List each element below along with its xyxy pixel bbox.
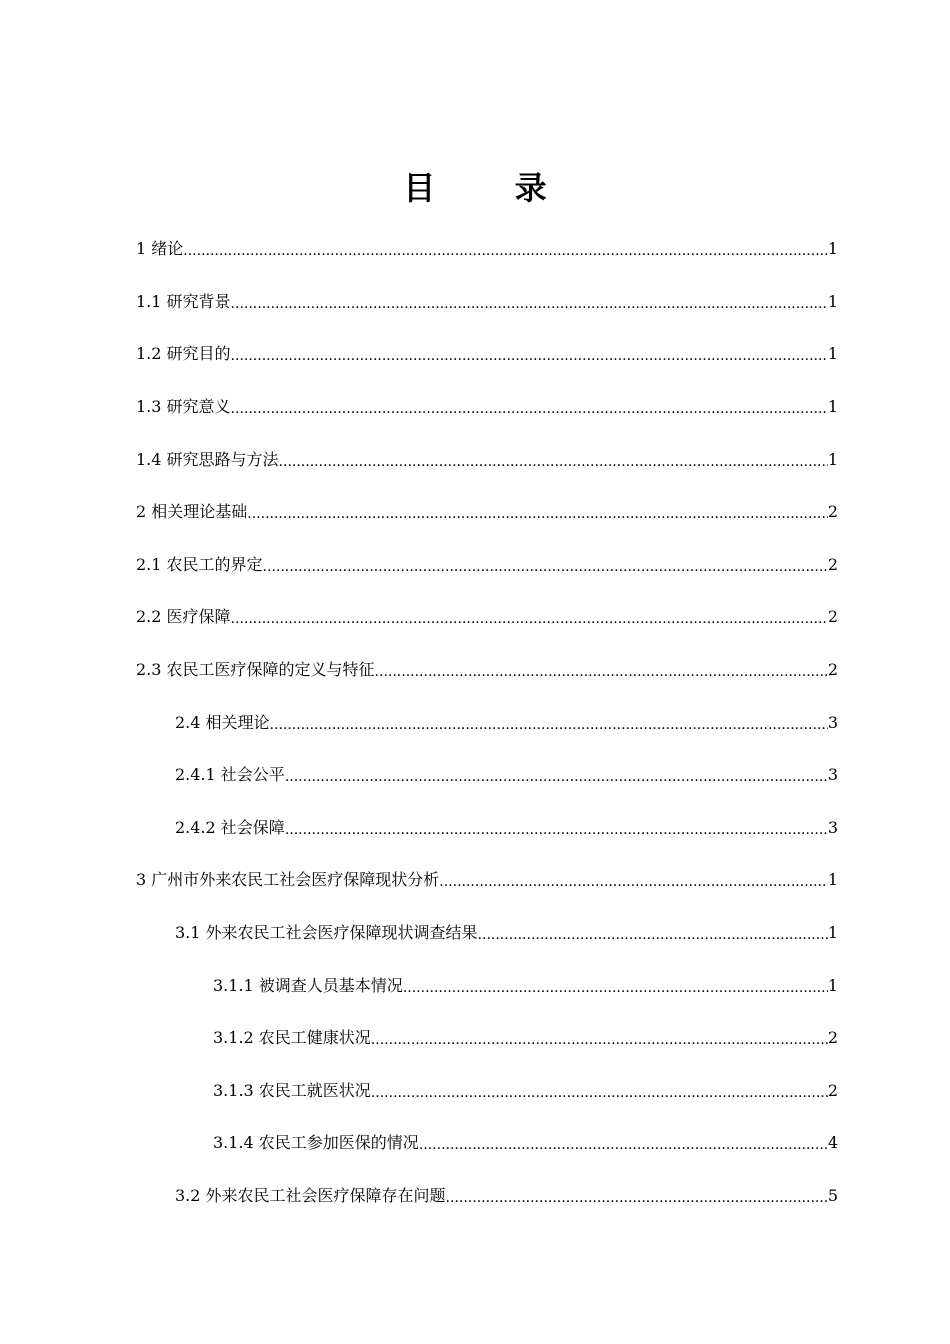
toc-entry-label: 3.1.2 农民工健康状况: [213, 1028, 371, 1048]
toc-entry-label: 2.1 农民工的界定: [136, 554, 263, 574]
toc-dot-leader: [183, 239, 828, 259]
toc-entry[interactable]: [0, 644, 950, 697]
toc-entry-label: 3 广州市外来农民工社会医疗保障现状分析: [136, 870, 440, 890]
toc-page-number: 1: [827, 975, 838, 995]
toc-page-number: 2: [827, 607, 838, 627]
toc-dot-leader: [231, 292, 828, 312]
toc-dot-leader: [285, 818, 828, 838]
toc-page-number: 5: [827, 1185, 838, 1205]
toc-page-number: 1: [827, 397, 838, 417]
toc-entry[interactable]: [0, 276, 950, 329]
toc-entry-label: 2 相关理论基础: [136, 502, 248, 522]
toc-dot-leader: [371, 1081, 828, 1101]
toc-page-number: 1: [827, 870, 838, 890]
toc-dot-leader: [371, 1028, 828, 1048]
toc-dot-leader: [270, 713, 828, 733]
toc-page-number: 2: [827, 1028, 838, 1048]
toc-page-number: 3: [827, 765, 838, 785]
toc-entry-label: 3.1 外来农民工社会医疗保障现状调查结果: [175, 923, 478, 943]
toc-entry-label: 3.2 外来农民工社会医疗保障存在问题: [175, 1185, 446, 1205]
toc-dot-leader: [279, 450, 828, 470]
toc-page-number: 1: [827, 344, 838, 364]
toc-entry[interactable]: [0, 591, 950, 644]
toc-entry-label: 1 绪论: [136, 239, 184, 259]
toc-entry-label: 3.1.3 农民工就医状况: [213, 1080, 371, 1100]
toc-entry[interactable]: [0, 854, 950, 907]
toc-dot-leader: [375, 660, 828, 680]
toc-entry[interactable]: [0, 696, 950, 749]
toc-entry-label: 2.3 农民工医疗保障的定义与特征: [136, 660, 375, 680]
toc-page-number: 3: [827, 817, 838, 837]
toc-entry-label: 2.2 医疗保障: [136, 607, 231, 627]
toc-dot-leader: [478, 923, 828, 943]
toc-dot-leader: [403, 976, 828, 996]
toc-entry[interactable]: [0, 381, 950, 434]
toc-entry[interactable]: [0, 749, 950, 802]
toc-entry-label: 1.3 研究意义: [136, 397, 231, 417]
toc-entry[interactable]: [0, 1065, 950, 1118]
toc-entry[interactable]: [0, 802, 950, 855]
toc-entry[interactable]: [0, 486, 950, 539]
toc-page-number: 1: [827, 923, 838, 943]
toc-page-number: 1: [827, 239, 838, 259]
toc-page-number: 2: [827, 1080, 838, 1100]
toc-entry[interactable]: [0, 1117, 950, 1170]
toc-entry-label: 2.4.2 社会保障: [175, 817, 285, 837]
toc-entry[interactable]: [0, 433, 950, 486]
toc-dot-leader: [446, 1186, 828, 1206]
toc-entry[interactable]: [0, 959, 950, 1012]
toc-dot-leader: [231, 397, 828, 417]
toc-entry-label: 1.4 研究思路与方法: [136, 449, 279, 469]
toc-page-number: 3: [827, 712, 838, 732]
toc-entry[interactable]: [0, 1170, 950, 1223]
toc-page-number: 2: [827, 660, 838, 680]
toc-entry[interactable]: [0, 328, 950, 381]
toc-entry[interactable]: [0, 539, 950, 592]
toc-entry-label: 3.1.1 被调查人员基本情况: [213, 975, 403, 995]
toc-title: 目 录: [403, 169, 581, 207]
toc-entry[interactable]: [0, 223, 950, 276]
toc-dot-leader: [231, 607, 828, 627]
toc-page-number: 4: [827, 1133, 838, 1153]
toc-entry[interactable]: [0, 907, 950, 960]
toc-dot-leader: [263, 555, 828, 575]
toc-entry-label: 1.2 研究目的: [136, 344, 231, 364]
toc-page-number: 2: [827, 554, 838, 574]
toc-entry-label: 1.1 研究背景: [136, 291, 231, 311]
toc-entry-label: 3.1.4 农民工参加医保的情况: [213, 1133, 419, 1153]
toc-dot-leader: [247, 502, 828, 522]
toc-entry-label: 2.4 相关理论: [175, 712, 270, 732]
toc-entry[interactable]: [0, 1012, 950, 1065]
table-of-contents: [0, 223, 950, 1222]
toc-page-number: 1: [827, 449, 838, 469]
toc-dot-leader: [231, 344, 828, 364]
toc-dot-leader: [439, 870, 828, 890]
toc-entry-label: 2.4.1 社会公平: [175, 765, 285, 785]
toc-dot-leader: [419, 1133, 828, 1153]
toc-page-number: 2: [827, 502, 838, 522]
toc-dot-leader: [285, 765, 828, 785]
toc-page-number: 1: [827, 291, 838, 311]
